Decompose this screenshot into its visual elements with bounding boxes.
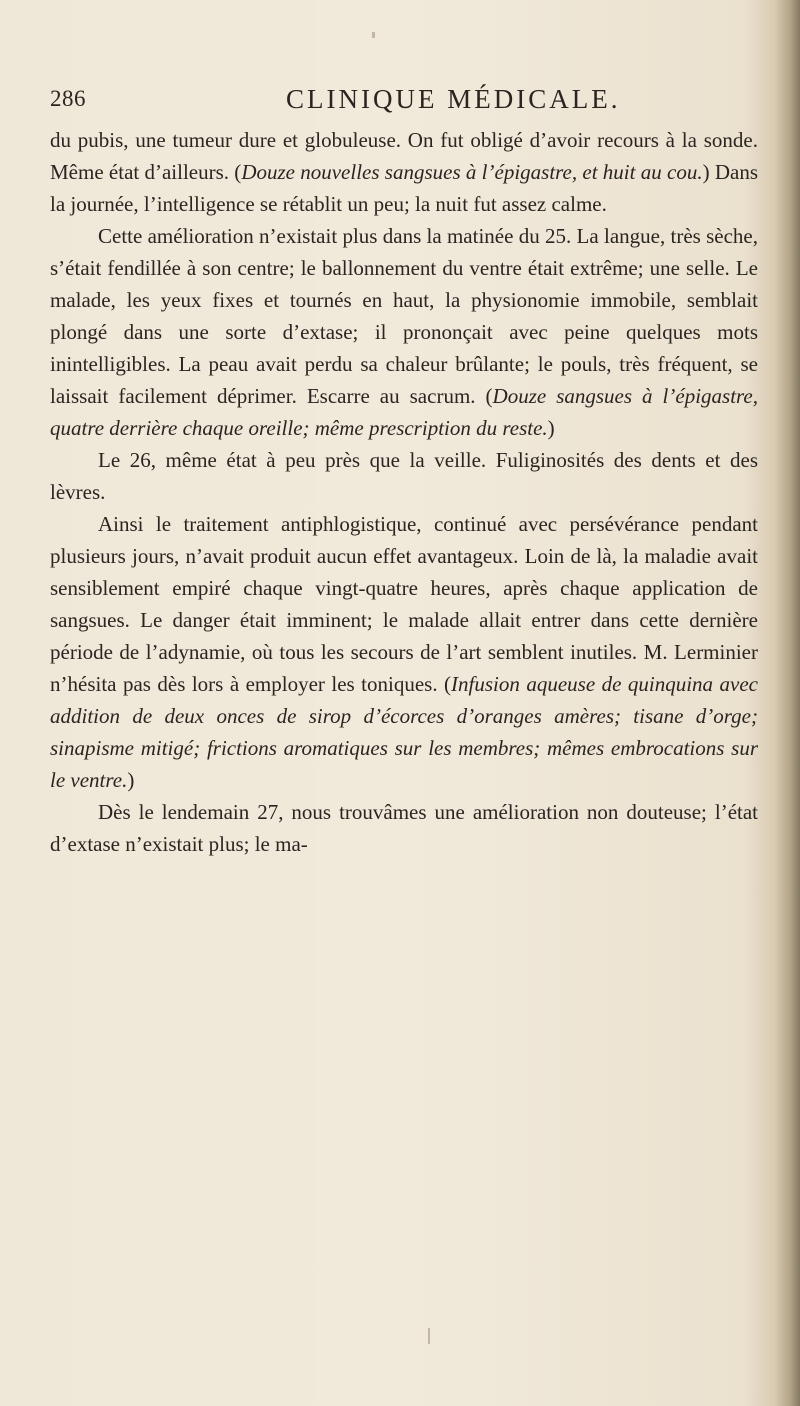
- prescription-italic: Infusion aqueuse de quinquina avec addition de deux onces de sirop d’écorces d’oranges amères; tisane d’orge; sinapisme mitigé; frictions aromatiques sur les membres; mêmes embrocations sur le ventre.: [50, 672, 758, 792]
- paragraph: [50, 124, 758, 220]
- prescription-italic: Douze nouvelles sangsues à l’épigastre, et huit au cou.: [241, 160, 703, 184]
- paragraph: [50, 796, 758, 860]
- text-run: Le 26, même état à peu près que la veille. Fuliginosités des dents et des lèvres.: [50, 448, 758, 504]
- paragraph: [50, 508, 758, 796]
- text-run: ): [127, 768, 135, 792]
- text-run: Ainsi le traitement antiphlogistique, continué avec persévérance pendant plusieurs jours, n’avait produit aucun effet avantageux. Loin de là, la maladie avait sensiblement empiré chaque vingt-quatre heures, après chaque application de sangsues. Le danger était imminent; le malade allait entrer dans cette dernière période de l’adynamie, où tous les secours de l’art semblent inutiles. M. Lerminier n’hésita pas dès lors à employer les toniques. (: [50, 512, 758, 696]
- text-run: Dès le lendemain 27, nous trouvâmes une amélioration non douteuse; l’état d’extase n’existait plus; le ma-: [50, 800, 758, 856]
- page-number: 286: [50, 86, 86, 111]
- text-run: du pubis, une tumeur dure et globuleuse. On fut obligé d’avoir recours à la sonde. Même état d’ailleurs. (: [50, 128, 758, 184]
- page-edge-shadow: [774, 0, 800, 1406]
- running-title: CLINIQUE MÉDICALE.: [286, 84, 621, 114]
- text-run: ) Dans la journée, l’intelligence se rétablit un peu; la nuit fut assez calme.: [50, 160, 758, 216]
- paragraph: [50, 444, 758, 508]
- ink-speck: [428, 1328, 430, 1344]
- body-text: [50, 124, 758, 860]
- running-head: [50, 84, 770, 124]
- paragraph: [50, 220, 758, 444]
- prescription-italic: Douze sangsues à l’épigastre, quatre derrière chaque oreille; même prescription du reste.: [50, 384, 759, 440]
- text-run: ): [547, 416, 555, 440]
- ink-speck: [372, 32, 375, 38]
- text-run: Cette amélioration n’existait plus dans la matinée du 25. La langue, très sèche, s’était fendillée à son centre; le ballonnement du ventre était extrême; une selle. Le malade, les yeux fixes et tournés en haut, la physionomie immobile, semblait plongé dans une sorte d’extase; il prononçait avec peine quelques mots inintelligibles. La peau avait perdu sa chaleur brûlante; le pouls, très fréquent, se laissait facilement déprimer. Escarre au sacrum. (: [50, 224, 758, 408]
